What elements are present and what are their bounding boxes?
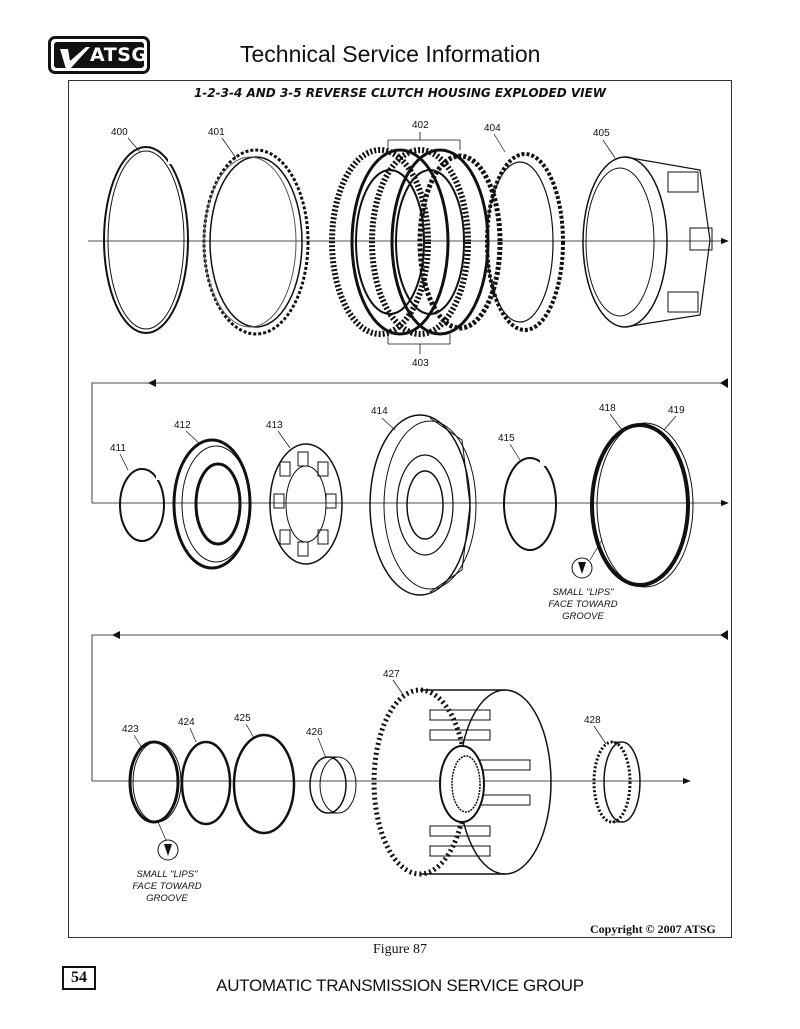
row1-parts: [88, 120, 728, 369]
label-413: 413: [266, 420, 283, 431]
label-424: 424: [178, 717, 195, 728]
part-402-clutch-pack: [332, 132, 500, 354]
label-427: 427: [383, 669, 400, 680]
note-row2-line3: GROOVE: [562, 611, 604, 622]
note-row2-line1: SMALL "LIPS": [552, 587, 614, 598]
part-412-piston: [174, 440, 250, 568]
part-424-seal: [182, 742, 230, 824]
row3-parts: [92, 630, 728, 904]
row2-parts: [92, 378, 728, 622]
label-423: 423: [122, 724, 139, 735]
note-row3-line1: SMALL "LIPS": [136, 869, 198, 880]
logo-text: ATSG: [90, 44, 148, 66]
part-413-return-spring: [270, 444, 342, 564]
label-402: 402: [412, 120, 429, 131]
label-400: 400: [111, 127, 128, 138]
part-426-bushing: [310, 757, 356, 813]
note-row3-line3: GROOVE: [146, 893, 188, 904]
label-403: 403: [412, 358, 429, 369]
part-405-piston-housing: [583, 157, 712, 327]
part-404-plate: [487, 154, 563, 330]
copyright-notice: Copyright © 2007 ATSG: [590, 922, 716, 936]
label-419: 419: [668, 405, 685, 416]
lips-indicator-row3: [158, 822, 178, 860]
note-row2-line2: FACE TOWARD: [548, 599, 618, 610]
part-427-clutch-drum: [374, 690, 551, 874]
part-425-seal: [234, 735, 294, 833]
label-412: 412: [174, 420, 191, 431]
label-401: 401: [208, 127, 225, 138]
label-428: 428: [584, 715, 601, 726]
label-404: 404: [484, 123, 501, 134]
part-411-snap-ring: [120, 469, 164, 541]
part-418-419-seals: [592, 423, 693, 587]
part-400-snap-ring: [104, 147, 188, 333]
page-title: Technical Service Information: [240, 41, 541, 67]
label-405: 405: [593, 128, 610, 139]
diagram-title: 1-2-3-4 AND 3-5 REVERSE CLUTCH HOUSING EXPLODED VIEW: [193, 86, 607, 100]
part-428-bearing: [594, 742, 640, 822]
label-411: 411: [110, 443, 126, 454]
label-426: 426: [306, 727, 323, 738]
label-414: 414: [371, 406, 388, 417]
part-414-housing: [370, 415, 476, 595]
part-423-seal: [130, 742, 181, 822]
note-row3-line2: FACE TOWARD: [132, 881, 202, 892]
footer-text: AUTOMATIC TRANSMISSION SERVICE GROUP: [216, 976, 584, 995]
part-401-backing-plate: [204, 150, 308, 334]
figure-caption: Figure 87: [372, 942, 428, 957]
label-425: 425: [234, 713, 251, 724]
label-415: 415: [498, 433, 515, 444]
page-number: 54: [62, 966, 96, 990]
label-418: 418: [599, 403, 616, 414]
